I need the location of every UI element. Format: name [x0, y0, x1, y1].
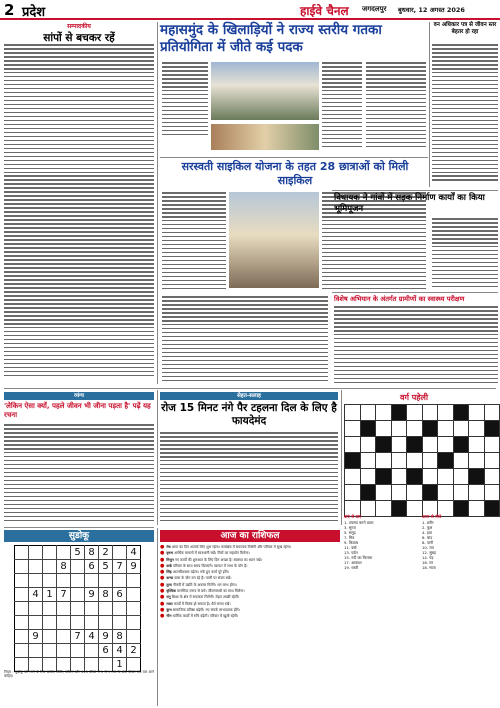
- sudoku-cell: [127, 574, 141, 588]
- sudoku-cell: [43, 630, 57, 644]
- horoscope-sign-text: नौकरी में उन्नति के अवसर मिलेंगे। धन लाभ होगा।: [171, 582, 237, 587]
- sudoku-cell: 4: [29, 588, 43, 602]
- column-divider: [429, 22, 430, 187]
- crossword-clue: 2. फूल: [422, 525, 433, 530]
- page-number: 2: [4, 1, 15, 19]
- sudoku-cell: 7: [113, 560, 127, 574]
- sehat-label-bar: [160, 392, 338, 400]
- horoscope-sign-name: मकर: [166, 601, 173, 606]
- crossword-clue: 11. वर्षा: [344, 545, 357, 550]
- down-label: ऊपर से नीचे: [422, 514, 442, 519]
- horoscope-list: [160, 545, 340, 705]
- crossword-clue: 19. धरती: [344, 565, 359, 570]
- crossword-clue: 15. नदी का किनारा: [344, 555, 373, 560]
- crossword-clue: 1. तपस्या करने वाला: [344, 520, 374, 525]
- sudoku-cell: [29, 546, 43, 560]
- sudoku-cell: 7: [71, 630, 85, 644]
- editorial: [4, 22, 154, 384]
- horoscope-item: [160, 545, 340, 549]
- sudoku-cell: [43, 644, 57, 658]
- vyang-label: व्यंग्य: [74, 393, 84, 399]
- sudoku-cell: [43, 602, 57, 616]
- sudoku-cell: 5: [71, 546, 85, 560]
- sehat-label: सेहत-सलाह: [237, 393, 261, 399]
- sudoku-cell: 4: [127, 546, 141, 560]
- horoscope-item: [160, 570, 340, 574]
- editorial-body: [4, 44, 154, 382]
- sudoku-cell: [127, 588, 141, 602]
- sudoku-cell: [113, 574, 127, 588]
- sudoku-cell: [29, 602, 43, 616]
- horoscope-sign-text: आज का दिन आपके लिए शुभ रहेगा। कार्यक्षेत्र में सफलता मिलेगी और परिवार में सुख रहेगा।: [170, 545, 292, 549]
- horoscope-sign-name: मिथुन: [166, 557, 174, 562]
- horoscope-item: [160, 551, 340, 555]
- main-story-photo: [211, 62, 319, 120]
- crossword-clue: 5. समुद्र: [344, 530, 356, 535]
- sudoku-cell: [99, 616, 113, 630]
- paper-name: हाईवे चैनल: [300, 4, 349, 18]
- sudoku-cell: [57, 546, 71, 560]
- sudoku-cell: [29, 644, 43, 658]
- sudoku-cell: [15, 560, 29, 574]
- across-clues: [344, 520, 418, 570]
- horoscope-item: [160, 602, 340, 606]
- column-divider: [341, 390, 342, 525]
- horoscope-sign-name: धनु: [166, 595, 171, 600]
- horoscope-sign-name: मीन: [166, 614, 172, 619]
- sehat-body: [160, 432, 338, 524]
- main-story-body-3: [366, 62, 426, 154]
- sudoku-cell: 8: [99, 588, 113, 602]
- sudoku-cell: 6: [113, 588, 127, 602]
- zodiac-icon: ●: [160, 545, 165, 550]
- sudoku-cell: 4: [113, 644, 127, 658]
- sudoku-cell: [127, 602, 141, 616]
- masthead: [0, 0, 500, 20]
- zodiac-icon: ●: [160, 600, 165, 607]
- horoscope-sign-text: कार्यों में विलंब हो सकता है। धैर्य बनाए रखें।: [172, 601, 231, 606]
- sudoku-cell: [15, 644, 29, 658]
- bicycle-story-tail: [162, 296, 328, 384]
- sudoku-cell: 1: [43, 588, 57, 602]
- horoscope-item: [160, 558, 340, 562]
- mla-story-body: [432, 218, 498, 290]
- crossword-clue: 10. रात: [422, 545, 434, 550]
- crossword-clue: 12. सुबह: [422, 550, 436, 555]
- horoscope-item: [160, 595, 340, 599]
- crossword-clue: 8. पानी: [422, 540, 434, 545]
- horoscope-sign-name: मेष: [166, 545, 171, 549]
- sudoku-cell: [113, 602, 127, 616]
- sudoku-title-bar: [4, 530, 154, 542]
- health-headline: विशेष अभियान के अंतर्गत ग्रामीणों का स्वास्थ्य परीक्षण: [334, 295, 465, 303]
- horoscope-sign-name: कर्क: [166, 563, 172, 568]
- sudoku-cell: [99, 574, 113, 588]
- sudoku-cell: 8: [85, 546, 99, 560]
- sudoku-cell: [85, 616, 99, 630]
- crossword-clue: 1. शरीर: [422, 520, 434, 525]
- zodiac-icon: ●: [160, 550, 165, 557]
- main-headline: महासमुंद के खिलाड़ियों ने राज्य स्तरीय गतका प्रतियोगिता में जीते कई पदक: [160, 22, 382, 55]
- horoscope-sign-name: वृश्चिक: [166, 589, 176, 594]
- sudoku-cell: [57, 630, 71, 644]
- horoscope-item: [160, 576, 340, 580]
- city-name: जगदलपुर: [362, 5, 387, 13]
- bicycle-story-body: [162, 192, 226, 292]
- sudoku-cell: 9: [127, 560, 141, 574]
- horoscope-sign-text: आत्मविश्वास बढ़ेगा। रुके हुए कार्य पूरे होंगे।: [171, 570, 230, 575]
- column-divider: [157, 22, 158, 384]
- down-clues: [422, 520, 496, 570]
- vyang-headline: 'लेकिन ऐसा क्यों, पहले जीवन भी जीना पड़ता है' पढ़ें यह रचना: [4, 402, 151, 419]
- sudoku-cell: 9: [85, 588, 99, 602]
- sudoku-title: सुडोकू: [68, 531, 90, 541]
- zodiac-icon: ●: [160, 588, 165, 595]
- vyang-body: [4, 424, 154, 524]
- sehat-headline: रोज 15 मिनट नंगे पैर टहलना दिल के लिए है फायदेमंद: [161, 402, 337, 427]
- sudoku-cell: [15, 546, 29, 560]
- sudoku-cell: [85, 602, 99, 616]
- sudoku-cell: 4: [85, 630, 99, 644]
- zodiac-icon: ●: [160, 613, 165, 620]
- issue-date: बुधवार, 12 अगस्त 2026: [398, 6, 465, 14]
- zodiac-icon: ●: [160, 581, 165, 588]
- sudoku-cell: 2: [99, 546, 113, 560]
- crossword-clue: 18. माता: [422, 565, 436, 570]
- sudoku-cell: 9: [29, 630, 43, 644]
- main-story-photo-2: [211, 124, 319, 150]
- section-title: प्रदेश: [22, 5, 46, 20]
- sudoku-cell: [57, 602, 71, 616]
- section-divider: [332, 190, 498, 191]
- crossword-clues: [344, 514, 496, 704]
- mla-headline: विधायक ने गांवों में सड़क निर्माण कार्यों का किया भूमिपूजन: [334, 193, 485, 214]
- horoscope-sign-name: कुंभ: [166, 607, 172, 612]
- sudoku-cell: 1: [113, 658, 127, 672]
- horoscope-sign-name: सिंह: [166, 570, 172, 575]
- crossword-clue: 7. मित्र: [344, 535, 355, 540]
- horoscope-sign-name: तुला: [166, 582, 172, 587]
- sudoku-cell: [15, 616, 29, 630]
- sudoku-cell: [71, 602, 85, 616]
- sudoku-cell: 6: [99, 644, 113, 658]
- column-divider: [157, 390, 158, 525]
- side-story-headline: वन अधिकार पत्र से जीवन स्तर बेहतर हो रहा: [433, 22, 497, 35]
- crossword-clue: 13. पर्वत: [344, 550, 358, 555]
- crossword-clue: 6. चांद: [422, 535, 433, 540]
- sudoku-cell: 9: [99, 630, 113, 644]
- horoscope-item: [160, 608, 340, 612]
- sudoku-note: नियम : सुडोकू को भरने के लिए प्रत्येक पंक्ति, कॉलम और 3x3 बॉक्स में 1 से 9 तक के अंक केवल एक बार आने चाहिए।: [4, 670, 154, 679]
- sudoku-cell: [57, 574, 71, 588]
- sudoku-cell: 2: [127, 644, 141, 658]
- sudoku-cell: [29, 574, 43, 588]
- zodiac-icon: ●: [160, 562, 165, 569]
- sudoku-cell: [71, 588, 85, 602]
- sudoku-cell: [99, 602, 113, 616]
- crossword-clue: 3. सूरज: [344, 525, 356, 530]
- crossword-grid: [344, 404, 500, 517]
- sudoku-grid: [14, 545, 141, 672]
- sudoku-cell: [43, 574, 57, 588]
- sudoku-cell: [71, 616, 85, 630]
- horoscope-item: [160, 583, 340, 587]
- sudoku-cell: 6: [85, 560, 99, 574]
- side-story-body: [432, 44, 498, 186]
- zodiac-icon: ●: [160, 556, 165, 563]
- bicycle-story-photo: [229, 192, 319, 288]
- sudoku-cell: [43, 616, 57, 630]
- sudoku-cell: 8: [57, 560, 71, 574]
- crossword-clue: 9. किताब: [344, 540, 359, 545]
- crossword-clue: 17. आकाश: [344, 560, 362, 565]
- zodiac-icon: ●: [160, 594, 165, 601]
- crossword-clue: 16. घर: [422, 560, 434, 565]
- sudoku-cell: [71, 560, 85, 574]
- horoscope-item: [160, 589, 340, 593]
- sudoku-cell: 7: [57, 588, 71, 602]
- sudoku-cell: [15, 602, 29, 616]
- sudoku-cell: [29, 616, 43, 630]
- horoscope-sign-text: सामाजिक प्रतिष्ठा बढ़ेगी। नए संपर्क लाभदायक होंगे।: [171, 607, 240, 612]
- main-story-body: [162, 62, 208, 140]
- sudoku-cell: [43, 560, 57, 574]
- bicycle-headline: सरस्वती साइकिल योजना के तहत 28 छात्राओं को मिली साइकिल: [181, 160, 409, 187]
- section-divider: [4, 388, 496, 389]
- vyang-label-bar: [4, 392, 154, 400]
- crossword-clue: 4. हवा: [422, 530, 432, 535]
- horoscope-sign-name: वृषभ: [166, 551, 173, 556]
- section-divider: [4, 527, 154, 528]
- horoscope-title: आज का राशिफल: [220, 531, 280, 541]
- sudoku-cell: [113, 546, 127, 560]
- horoscope-title-bar: [160, 530, 340, 542]
- health-story-body: [334, 306, 498, 384]
- horoscope-sign-text: आर्थिक मामलों में सावधानी रखें। मित्रों का सहयोग मिलेगा।: [172, 551, 250, 556]
- sudoku-cell: [71, 644, 85, 658]
- horoscope-item: [160, 614, 340, 618]
- crossword-title: वर्ग पहेली: [400, 393, 429, 402]
- zodiac-icon: ●: [160, 569, 165, 576]
- horoscope-sign-name: कन्या: [166, 576, 174, 581]
- horoscope-item: [160, 564, 340, 568]
- across-label: बाएं से दाएं: [344, 514, 362, 519]
- sudoku-cell: 8: [113, 630, 127, 644]
- sudoku-cell: [85, 644, 99, 658]
- sudoku-cell: [57, 644, 71, 658]
- editorial-title: सांपों से बचकर रहें: [43, 32, 115, 44]
- section-divider: [332, 292, 498, 293]
- horoscope-sign-text: धार्मिक कार्यों में रुचि बढ़ेगी। परिवार में खुशी रहेगी।: [171, 614, 239, 619]
- sudoku-cell: [71, 574, 85, 588]
- zodiac-icon: ●: [160, 575, 165, 582]
- main-story-body-2: [322, 62, 362, 154]
- sudoku-cell: [127, 616, 141, 630]
- sudoku-cell: [57, 616, 71, 630]
- editorial-label: सम्पादकीय: [67, 23, 91, 30]
- sudoku-cell: [15, 588, 29, 602]
- sudoku-cell: [127, 630, 141, 644]
- crossword-clue: 14. पेड़: [422, 555, 434, 560]
- sudoku-cell: 5: [99, 560, 113, 574]
- horoscope-sign-text: यात्रा के योग बन रहे हैं। वाणी पर संयम रखें।: [173, 576, 232, 581]
- sudoku-cell: [113, 616, 127, 630]
- horoscope-sign-text: परिवार के साथ समय बिताएंगे। व्यापार में लाभ के योग हैं।: [171, 563, 248, 568]
- section-divider: [160, 157, 428, 158]
- sudoku-cell: [43, 546, 57, 560]
- horoscope-sign-text: शिक्षा के क्षेत्र में सफलता मिलेगी। सेहत अच्छी रहेगी।: [170, 595, 240, 600]
- sudoku-cell: [15, 574, 29, 588]
- sudoku-cell: [29, 560, 43, 574]
- sudoku-cell: [85, 574, 99, 588]
- horoscope-sign-text: नए कार्यों की शुरुआत के लिए दिन अच्छा है। स्वास्थ्य का ध्यान रखें।: [173, 557, 262, 562]
- column-divider: [157, 528, 158, 706]
- sudoku-cell: [15, 630, 29, 644]
- horoscope-sign-text: मानसिक तनाव से बचें। जीवनसाथी का साथ मिलेगा।: [175, 589, 245, 594]
- zodiac-icon: ●: [160, 606, 165, 613]
